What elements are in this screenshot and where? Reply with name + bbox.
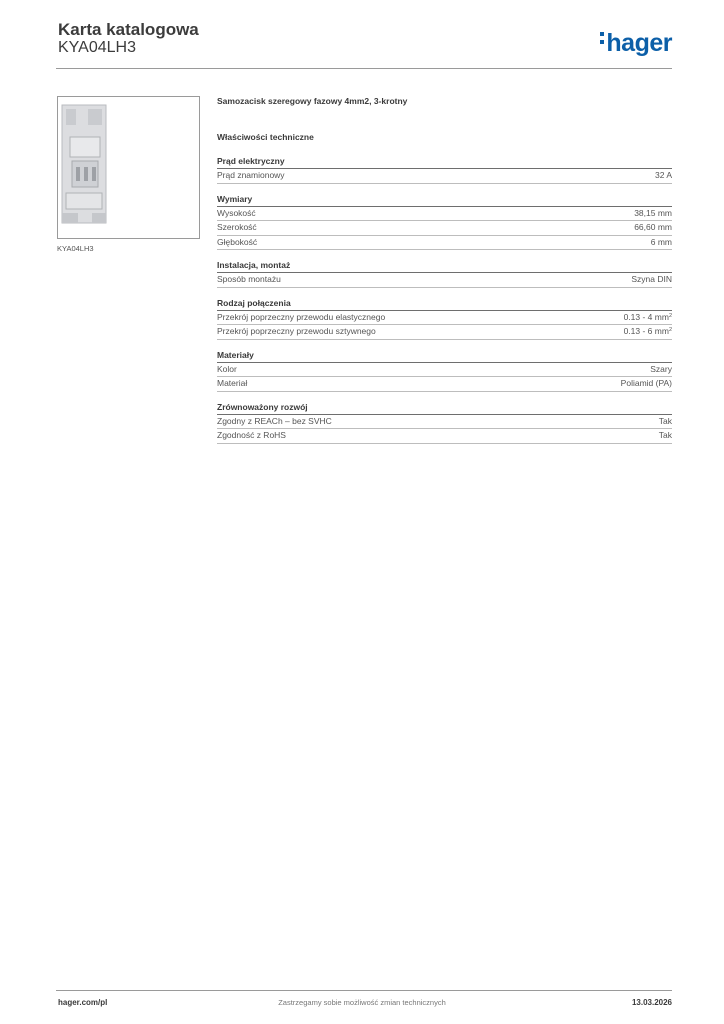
- spec-label: Zgodność z RoHS: [217, 430, 286, 440]
- spec-row: [217, 207, 672, 222]
- spec-value-text: 38,15 mm: [634, 207, 672, 218]
- spec-value: [631, 273, 672, 287]
- spec-group: [217, 194, 672, 251]
- footer-divider: [56, 990, 672, 991]
- header-divider: [56, 68, 672, 69]
- unit-superscript: 2: [668, 327, 672, 333]
- spec-group-title: Wymiary: [217, 194, 672, 207]
- spec-value: [651, 236, 672, 250]
- spec-value: [655, 169, 672, 183]
- spec-label: Przekrój poprzeczny przewodu elastycznego: [217, 311, 386, 322]
- spec-value: [621, 377, 672, 391]
- spec-value-text: Poliamid (PA): [620, 378, 672, 388]
- spec-value-text: Szyna DIN: [631, 274, 672, 284]
- footer-disclaimer: Zastrzegamy sobie możliwość zmian technicznych: [278, 998, 446, 1007]
- spec-value: [659, 415, 672, 429]
- spec-value: [624, 325, 672, 339]
- product-title: Samozacisk szeregowy fazowy 4mm2, 3-krotny: [217, 96, 408, 106]
- spec-value-text: Tak: [658, 430, 672, 440]
- spec-row: [217, 311, 672, 326]
- unit-superscript: 2: [668, 312, 672, 319]
- terminal-block-illustration: [58, 97, 199, 238]
- spec-groups: [217, 156, 672, 444]
- spec-label: Materiał: [217, 378, 248, 388]
- spec-content: [217, 96, 672, 454]
- spec-row: [217, 377, 672, 392]
- spec-label: Prąd znamionowy: [217, 170, 285, 180]
- spec-label: Zgodny z REACh – bez SVHC: [217, 415, 332, 426]
- spec-label: Wysokość: [217, 207, 256, 218]
- spec-value: [659, 429, 672, 443]
- section-title: Właściwości techniczne: [217, 132, 314, 142]
- spec-value: [634, 221, 672, 235]
- spec-value-text: Szary: [650, 363, 672, 374]
- spec-group: [217, 350, 672, 392]
- spec-group-title: Materiały: [217, 350, 672, 363]
- spec-group: [217, 298, 672, 340]
- spec-value-text: Tak: [658, 415, 672, 426]
- document-title: Karta katalogowa: [58, 20, 199, 39]
- footer-date: 13.03.2026: [631, 998, 672, 1007]
- logo-dots-icon: [600, 32, 604, 48]
- spec-row: [217, 325, 672, 340]
- logo-text: hager: [606, 29, 672, 57]
- spec-group-title: Instalacja, montaż: [217, 260, 672, 273]
- spec-value: [624, 311, 672, 325]
- spec-value-text: 6 mm: [650, 236, 672, 247]
- spec-value: [650, 363, 672, 377]
- spec-value-text: 0.13 - 4 mm: [623, 311, 669, 322]
- spec-row: [217, 221, 672, 236]
- product-code: KYA04LH3: [58, 39, 136, 56]
- spec-group: [217, 260, 672, 288]
- spec-label: Sposób montażu: [217, 274, 281, 284]
- image-caption: KYA04LH3: [57, 244, 94, 253]
- footer-website: hager.com/pl: [58, 998, 108, 1007]
- spec-row: [217, 273, 672, 288]
- product-image: [57, 96, 200, 239]
- hager-logo: [600, 29, 672, 58]
- spec-group: [217, 156, 672, 184]
- spec-label: Szerokość: [217, 222, 257, 232]
- spec-group-title: Prąd elektryczny: [217, 156, 672, 169]
- spec-value-text: 0.13 - 6 mm: [623, 326, 669, 336]
- spec-row: [217, 169, 672, 184]
- spec-value-text: 32 A: [654, 170, 672, 180]
- spec-group-title: Rodzaj połączenia: [217, 298, 672, 311]
- spec-label: Przekrój poprzeczny przewodu sztywnego: [217, 326, 376, 336]
- spec-group-title: Zrównoważony rozwój: [217, 402, 672, 415]
- spec-label: Głębokość: [217, 236, 258, 247]
- spec-value: [634, 207, 672, 221]
- spec-row: [217, 429, 672, 444]
- spec-row: [217, 415, 672, 430]
- spec-group: [217, 402, 672, 444]
- spec-row: [217, 236, 672, 251]
- spec-row: [217, 363, 672, 378]
- spec-label: Kolor: [217, 363, 237, 374]
- spec-value-text: 66,60 mm: [634, 222, 672, 232]
